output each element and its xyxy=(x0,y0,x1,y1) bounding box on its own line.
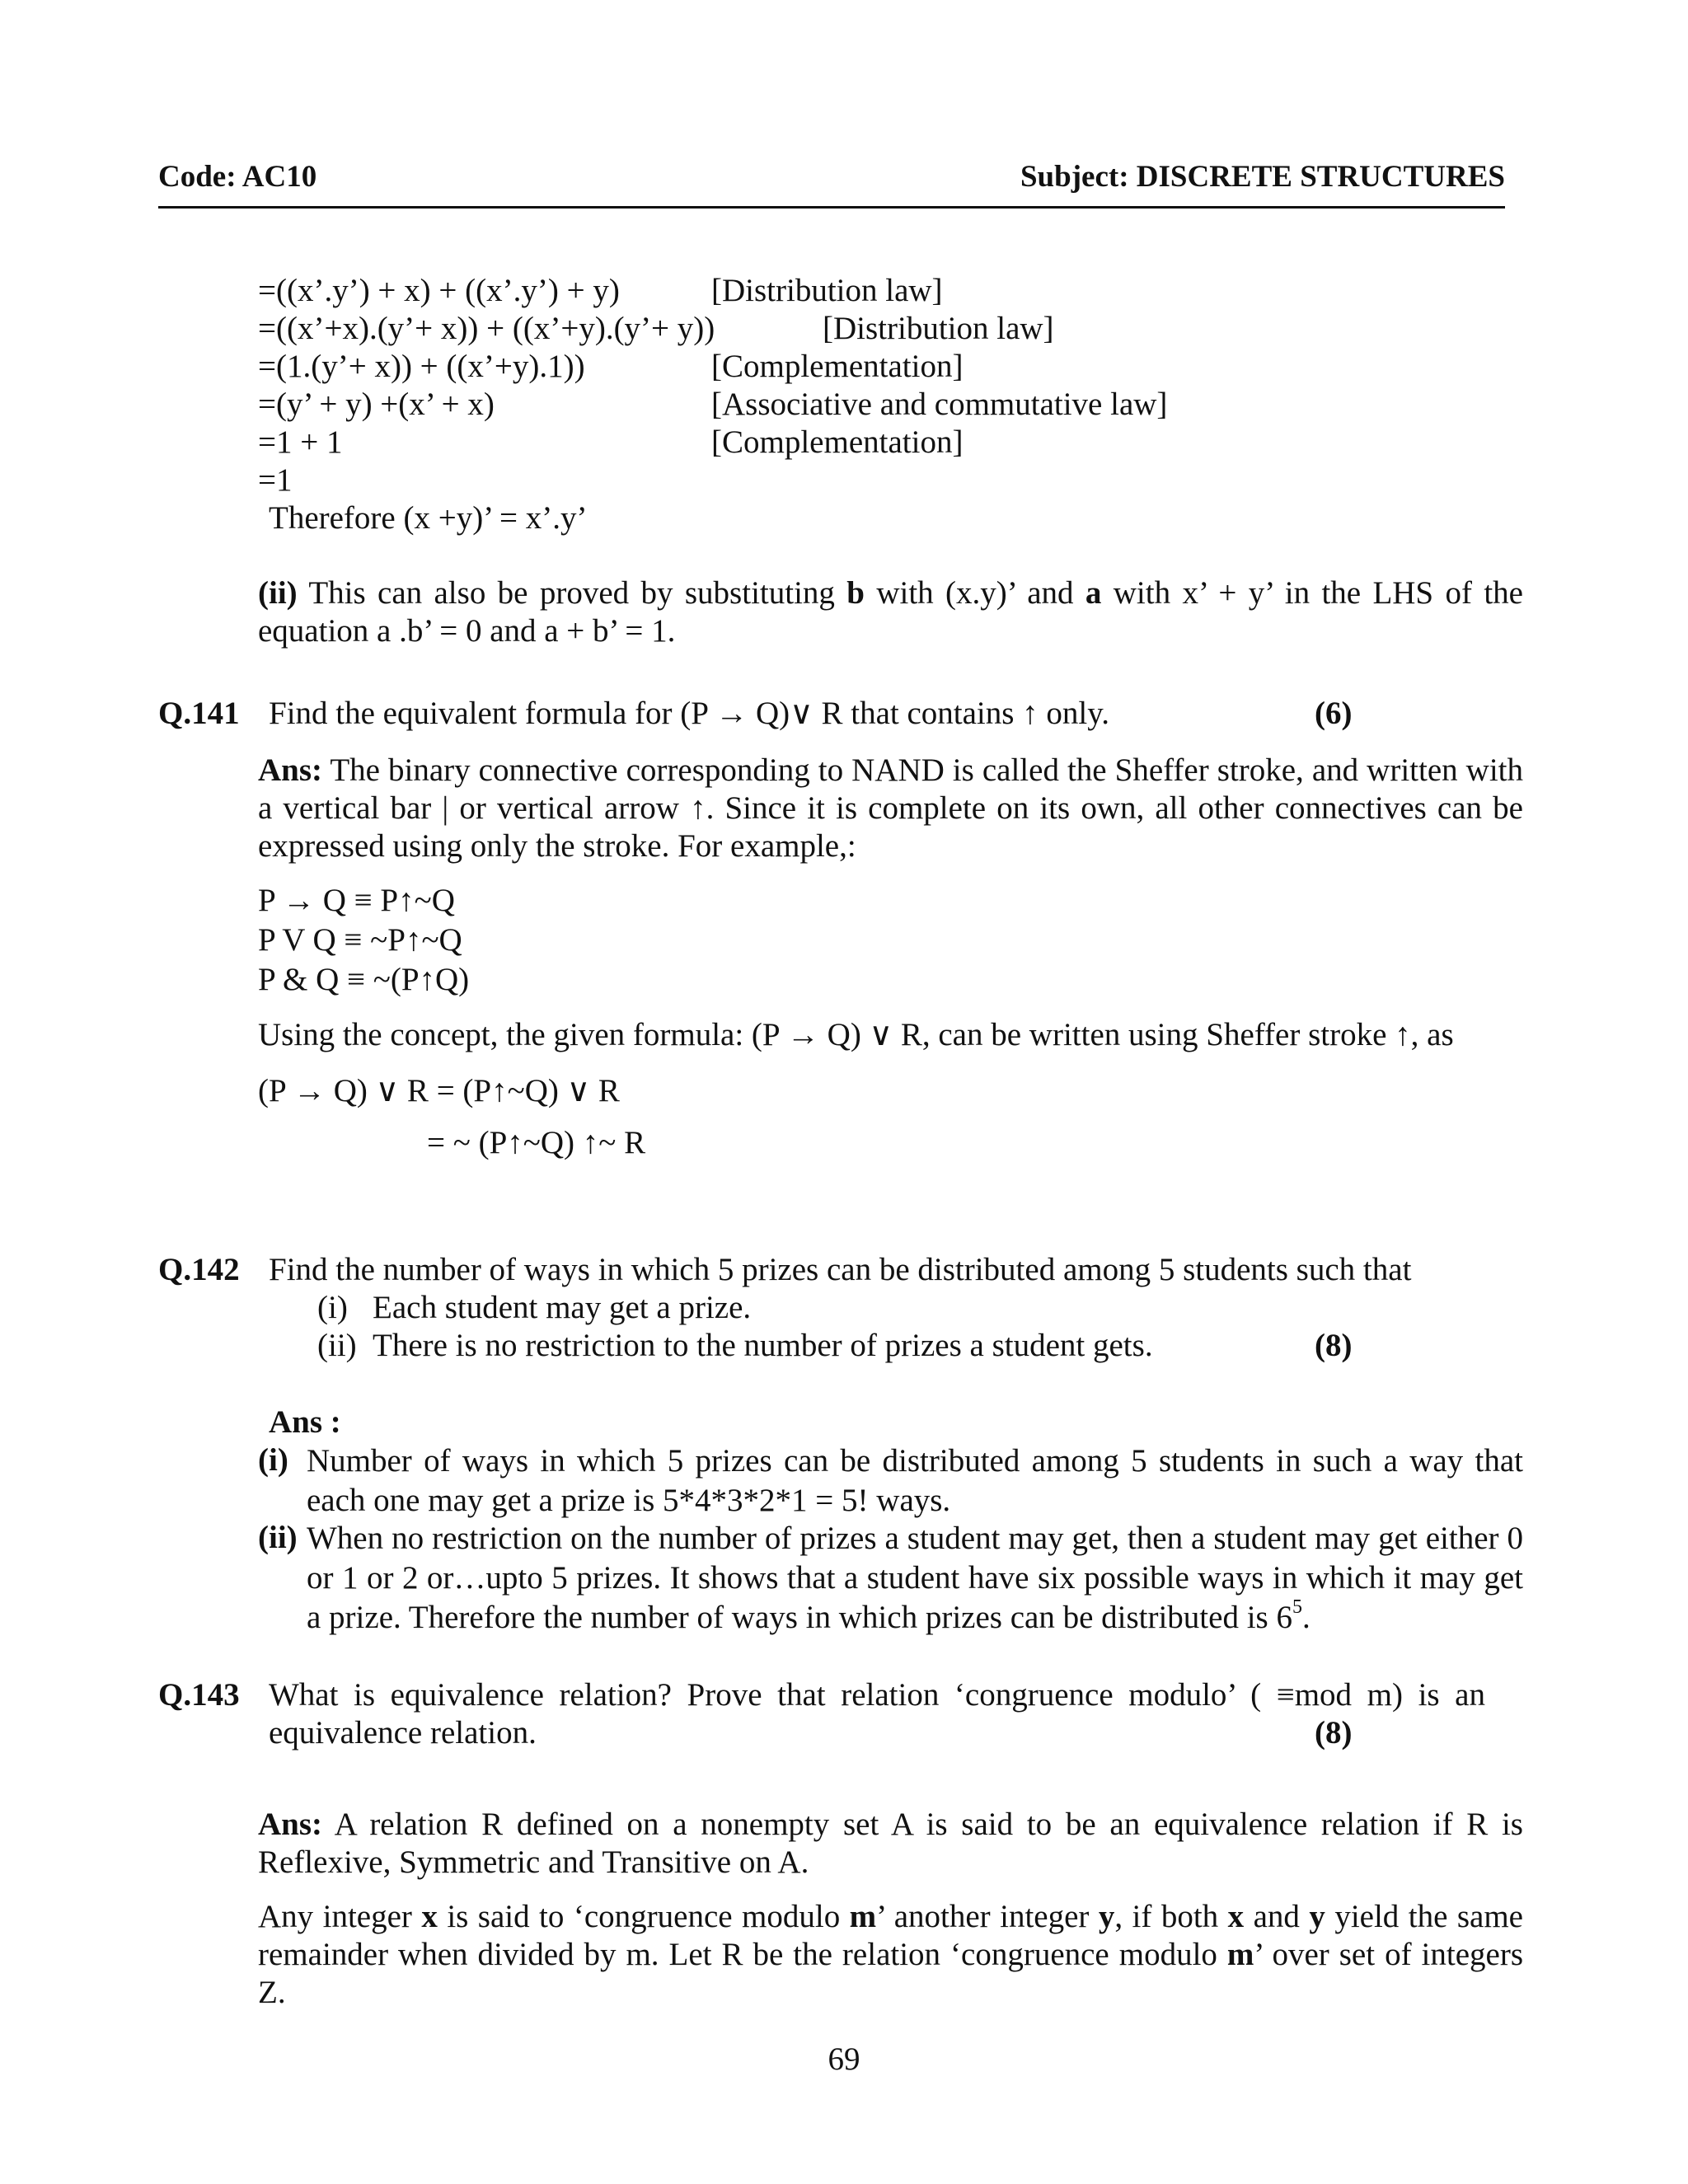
p2-x: x xyxy=(421,1899,438,1934)
q142-marks: (8) xyxy=(1315,1328,1353,1363)
q143-text-2: equivalence relation. xyxy=(269,1715,537,1750)
header-rule xyxy=(158,206,1505,209)
p2-text-d: , if both xyxy=(1114,1899,1228,1934)
proof-reason-3: [Complementation] xyxy=(711,349,964,384)
q142-ii-label: (ii) xyxy=(317,1328,357,1363)
proof-line-3: =(1.(y’+ x)) + ((x’+y).1)) xyxy=(258,349,585,384)
q143-number: Q.143 xyxy=(158,1677,240,1713)
q142-text: Find the number of ways in which 5 prizes can be distributed among 5 students such that xyxy=(269,1252,1412,1287)
q143-text-1: What is equivalence relation? Prove that relation ‘congruence modulo’ ( ≡mod m) is an xyxy=(269,1677,1485,1713)
proof-reason-2: [Distribution law] xyxy=(823,311,1054,346)
proof-reason-5: [Complementation] xyxy=(711,424,964,460)
part-ii-b: b xyxy=(846,575,865,611)
proof-part-ii xyxy=(258,574,1523,650)
p2-text-c: ’ another integer xyxy=(876,1899,1099,1934)
q141-result-2: = ~ (P↑~Q) ↑~ R xyxy=(427,1125,646,1160)
proof-line-6: =1 xyxy=(258,462,293,498)
q141-concept: Using the concept, the given formula: (P → Q) ∨ R, can be written using Sheffer stroke ↑, as xyxy=(258,1017,1454,1052)
q142-ans-i-text: Number of ways in which 5 prizes can be distributed among 5 students in such a way that each one may get a prize is 5*4*3*2*1 = 5! ways. xyxy=(307,1443,1523,1518)
q141-example-1: P → Q ≡ P↑~Q xyxy=(258,883,455,918)
q142-ans-ii-body: When no restriction on the number of prizes a student may get, then a student may get either 0 or 1 or 2 or…upto 5 prizes. It shows that a student have six possible ways in which it may get a prize. Therefore the number of ways in which prizes can be distributed is 6 xyxy=(307,1521,1523,1635)
q141-result-1: (P → Q) ∨ R = (P↑~Q) ∨ R xyxy=(258,1073,620,1108)
q142-i-label: (i) xyxy=(317,1290,348,1325)
q143-ans-text: A relation R defined on a nonempty set A is said to be an equivalence relation if R is Reflexive, Symmetric and Transitive on A. xyxy=(258,1807,1523,1880)
q143-marks: (8) xyxy=(1315,1715,1353,1750)
q142-ans-ii-text xyxy=(307,1519,1523,1638)
p2-text-f: yield the same remainder when divided by m. Let R be the relation ‘congruence modulo xyxy=(258,1899,1523,1972)
q141-example-2: P V Q ≡ ~P↑~Q xyxy=(258,922,462,958)
q141-ans-text: The binary connective corresponding to NAND is called the Sheffer stroke, and written with a vertical bar | or vertical arrow ↑. Since it is complete on its own, all other connectives can be expressed using only the stroke. For example,: xyxy=(258,752,1523,864)
part-ii-a: a xyxy=(1085,575,1102,611)
q142-i-text: Each student may get a prize. xyxy=(373,1290,752,1325)
p2-text-g: ’ over set of integers Z. xyxy=(258,1937,1523,2010)
proof-line-5: =1 + 1 xyxy=(258,424,343,460)
page-number: 69 xyxy=(828,2041,860,2077)
q142-ii-text: There is no restriction to the number of prizes a student gets. xyxy=(373,1328,1153,1363)
p2-m-2: m xyxy=(1226,1937,1254,1972)
q142-number: Q.142 xyxy=(158,1252,240,1287)
proof-therefore: Therefore (x +y)’ = x’.y’ xyxy=(269,500,588,536)
p2-x-2: x xyxy=(1227,1899,1245,1934)
q142-ans-i-label: (i) xyxy=(258,1442,288,1478)
q142-ans-ii-end: . xyxy=(1301,1600,1311,1635)
q141-number: Q.141 xyxy=(158,696,240,731)
part-ii-text-3: with x’ + y’ in the LHS of the equation a .b’ = 0 and a + b’ = 1. xyxy=(258,575,1523,649)
p2-text-e: and xyxy=(1244,1899,1310,1934)
p2-text-b: is said to ‘congruence modulo xyxy=(437,1899,850,1934)
q141-marks: (6) xyxy=(1315,696,1353,731)
proof-reason-4: [Associative and commutative law] xyxy=(711,387,1168,422)
part-ii-label: (ii) xyxy=(258,575,298,611)
p2-text-a: Any integer xyxy=(258,1899,422,1934)
q141-text: Find the equivalent formula for (P → Q)∨ R that contains ↑ only. xyxy=(269,696,1109,731)
proof-line-4: =(y’ + y) +(x’ + x) xyxy=(258,387,495,422)
proof-line-2: =((x’+x).(y’+ x)) + ((x’+y).(y’+ y)) xyxy=(258,311,715,346)
proof-reason-1: [Distribution law] xyxy=(711,273,943,308)
code-label: Code: AC10 xyxy=(158,160,317,194)
q142-ans-label: Ans : xyxy=(269,1404,341,1440)
q142-ans-ii-exponent: 5 xyxy=(1292,1596,1302,1618)
part-ii-text: This can also be proved by substituting xyxy=(297,575,847,611)
q143-ans-label: Ans: xyxy=(258,1807,323,1842)
q141-ans-label: Ans: xyxy=(258,752,323,788)
q141-example-3: P & Q ≡ ~(P↑Q) xyxy=(258,962,470,997)
p2-m: m xyxy=(849,1899,877,1934)
q143-answer xyxy=(258,1806,1523,1882)
p2-y-2: y xyxy=(1309,1899,1325,1934)
p2-y: y xyxy=(1098,1899,1115,1934)
q142-ans-ii-label: (ii) xyxy=(258,1520,298,1555)
subject-label: Subject: DISCRETE STRUCTURES xyxy=(1020,160,1505,194)
q143-paragraph-2 xyxy=(258,1898,1523,2012)
part-ii-text-2: with (x.y)’ and xyxy=(864,575,1085,611)
proof-line-1: =((x’.y’) + x) + ((x’.y’) + y) xyxy=(258,273,620,308)
q141-answer xyxy=(258,752,1523,865)
